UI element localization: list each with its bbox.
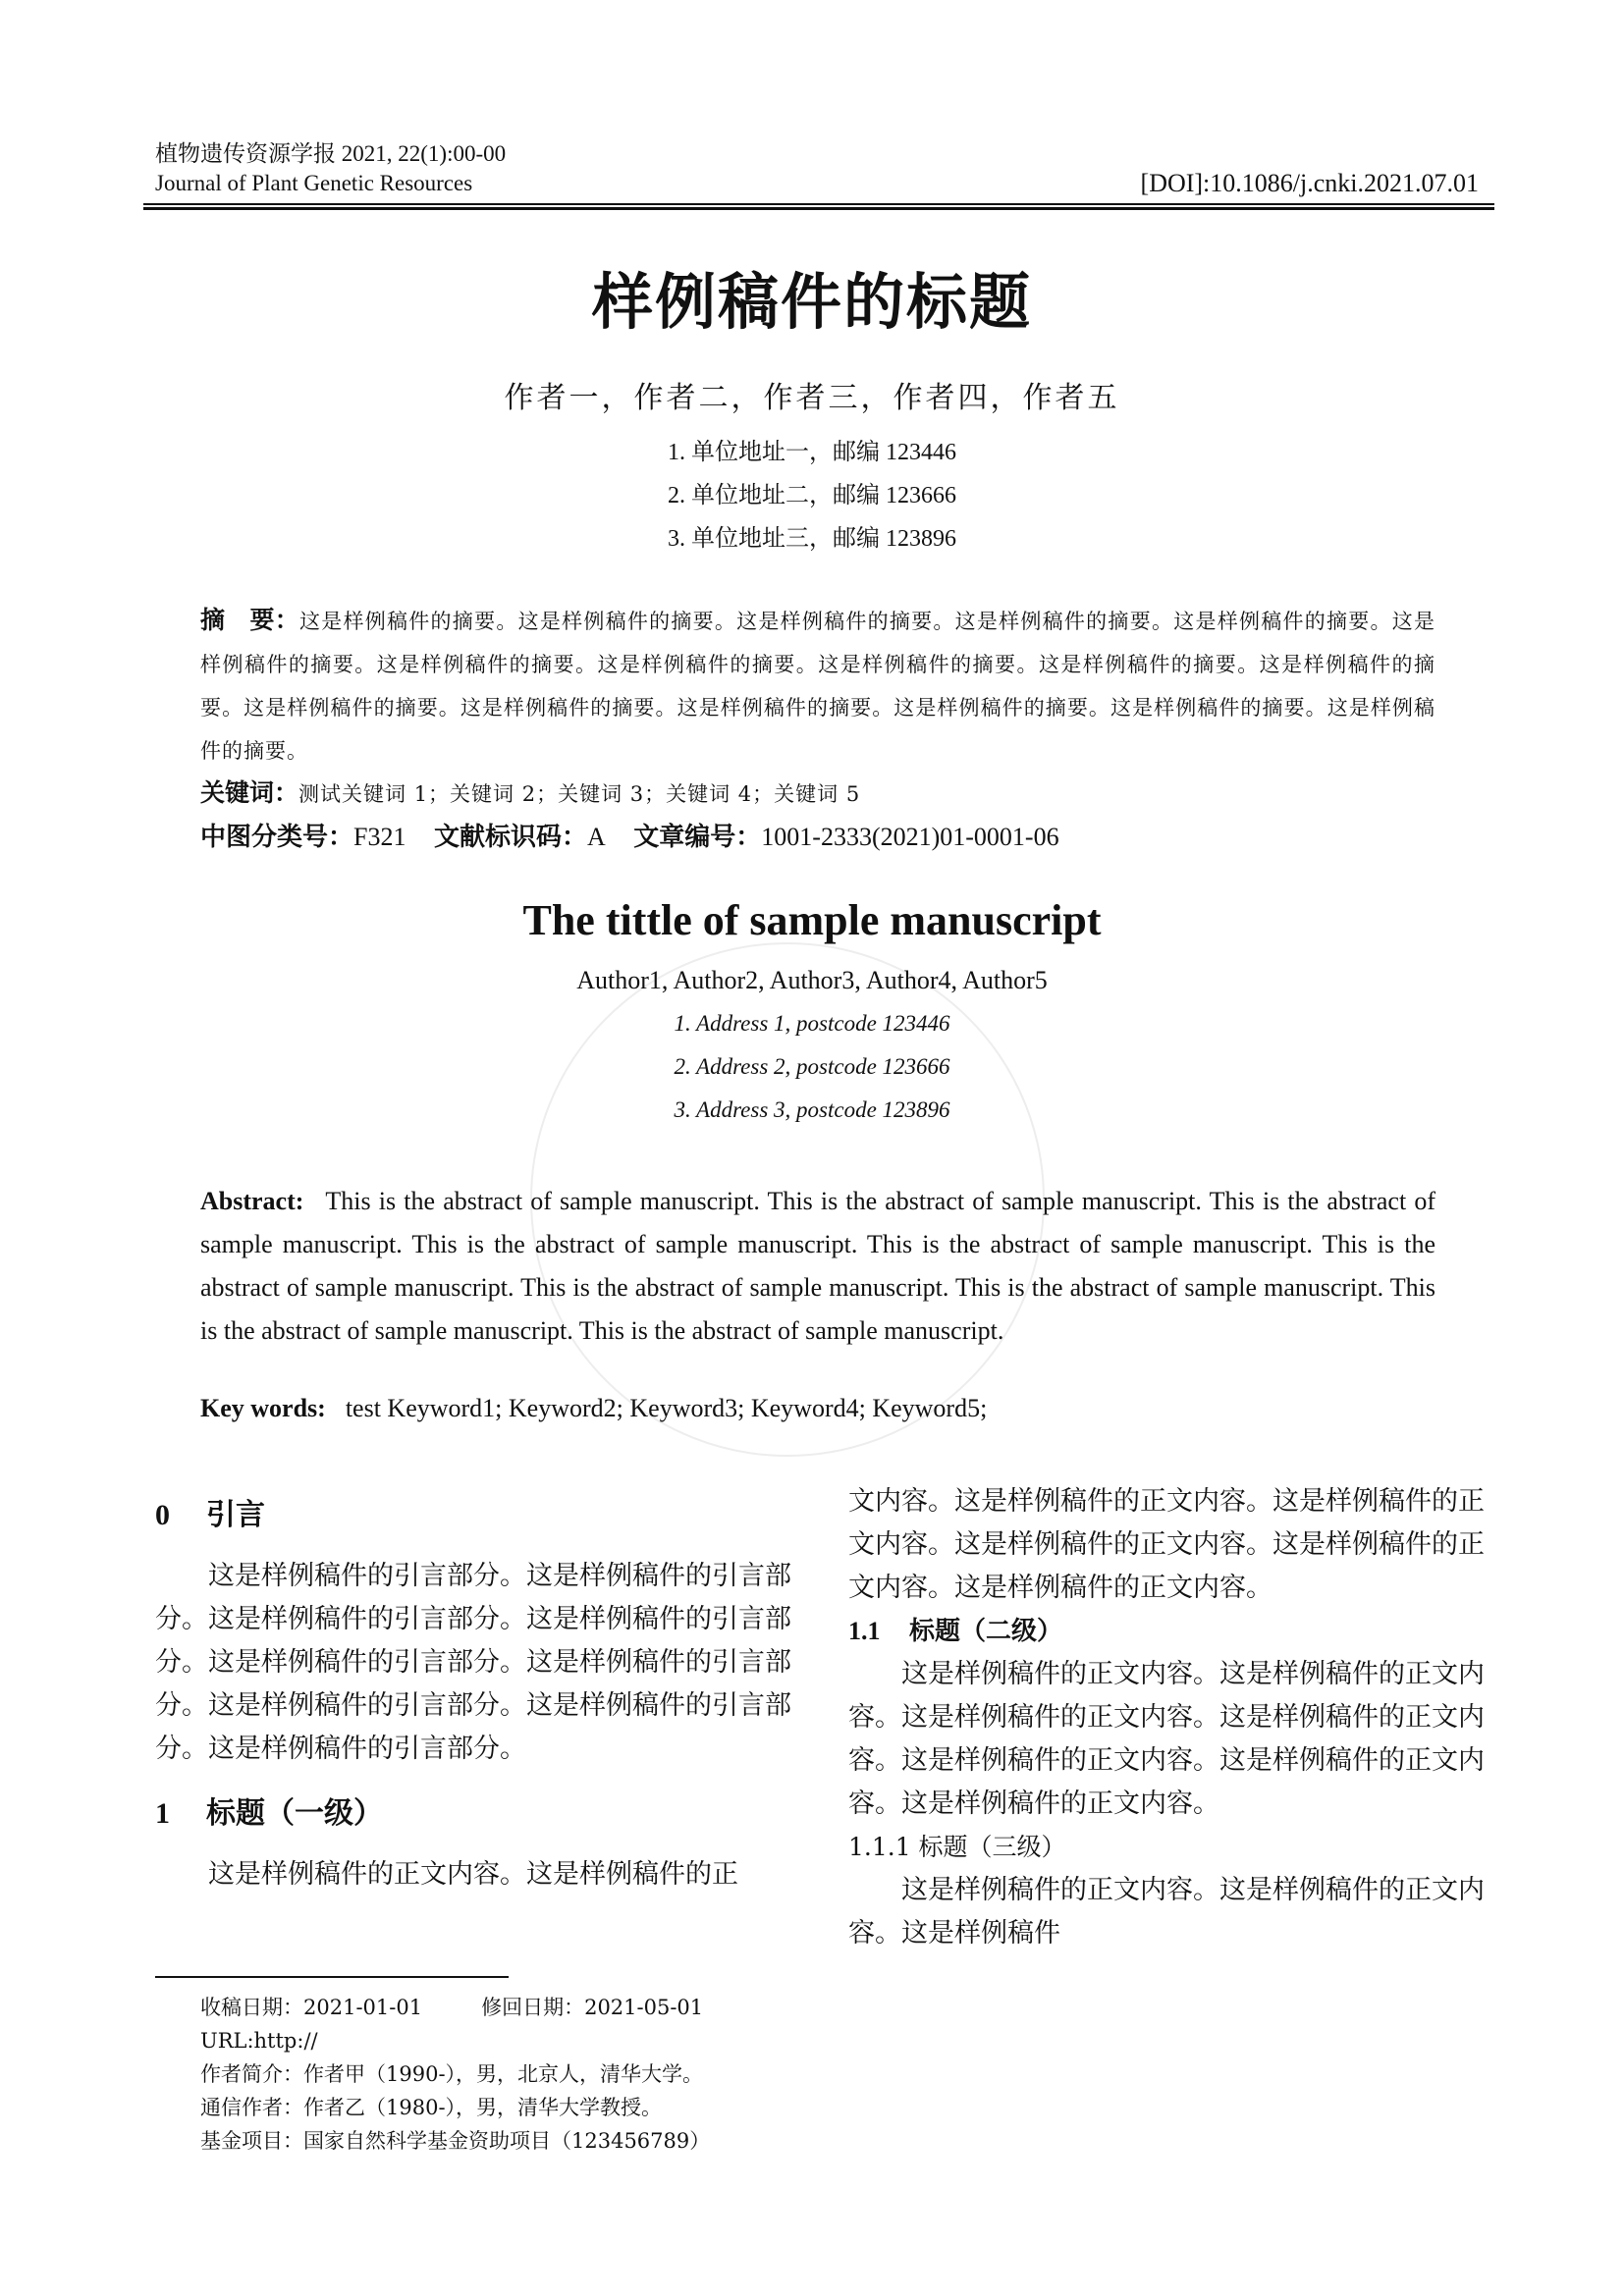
clc-label: 中图分类号：: [200, 823, 354, 852]
affiliation-en-3: 3. Address 3, postcode 123896: [674, 1097, 950, 1122]
abstract-en: [200, 1180, 1435, 1353]
affiliation-1: 1. 单位地址一，邮编 123446: [668, 440, 956, 465]
keywords-cn-label: 关键词：: [200, 778, 299, 807]
abstract-cn-label: 摘 要：: [200, 606, 300, 634]
author-list-en: Author1, Author2, Author3, Author4, Author5: [576, 966, 1048, 994]
doc-code-value: A: [587, 823, 606, 851]
section-1-paragraph: 这是样例稿件的正文内容。这是样例稿件的正: [208, 1859, 738, 1890]
subsection-1-1-paragraph: 这是样例稿件的正文内容。这是样例稿件的正文内容。这是样例稿件的正文内容。这是样例稿件的正文内容。这是样例稿件的正文内容。这是样例稿件的正文内容。这是样例稿件的正文内容。: [848, 1659, 1485, 1819]
keywords-cn: [200, 774, 1435, 809]
affiliation-en-2: 2. Address 2, postcode 123666: [674, 1054, 950, 1079]
journal-name-en: Journal of Plant Genetic Resources: [155, 171, 473, 195]
footnote-fund: 基金项目：国家自然科学基金资助项目（123456789）: [200, 2129, 711, 2153]
classification-line: [200, 817, 1435, 853]
affiliation-en-1: 1. Address 1, postcode 123446: [674, 1011, 950, 1036]
section-number-1: 1: [155, 1797, 170, 1830]
header-rule: [143, 203, 1494, 205]
section-title-0: 引言: [206, 1498, 265, 1532]
received-date: 收稿日期：2021-01-01: [200, 1996, 423, 2019]
header-rule-thick: [143, 207, 1494, 210]
affiliation-3: 3. 单位地址三，邮编 123896: [668, 526, 956, 552]
clc-value: F321: [353, 823, 406, 851]
author-list: 作者一，作者二，作者三，作者四，作者五: [504, 381, 1120, 415]
subsubsection-heading-1-1-1: 1.1.1 标题（三级）: [848, 1833, 1066, 1861]
journal-name-cn: 植物遗传资源学报 2021, 22(1):00-00: [155, 141, 507, 166]
continued-paragraph: 文内容。这是样例稿件的正文内容。这是样例稿件的正文内容。这是样例稿件的正文内容。这是样例稿件的正文内容。这是样例稿件的正文内容。: [848, 1486, 1485, 1603]
section-heading-0: [155, 1494, 791, 1537]
affiliation-2: 2. 单位地址二，邮编 123666: [668, 483, 956, 508]
footnote-corresponding: 通信作者：作者乙（1980-），男，清华大学教授。: [200, 2096, 663, 2119]
keywords-en-text: test Keyword1; Keyword2; Keyword3; Keyword4; Keyword5;: [345, 1394, 988, 1422]
doc-code-label: 文献标识码：: [433, 823, 587, 852]
article-number-value: 1001-2333(2021)01-0001-06: [761, 823, 1059, 851]
abstract-cn-text: 这是样例稿件的摘要。这是样例稿件的摘要。这是样例稿件的摘要。这是样例稿件的摘要。这是样例稿件的摘要。这是样例稿件的摘要。这是样例稿件的摘要。这是样例稿件的摘要。这是样例稿件的摘要。这是样例稿件的摘要。这是样例稿件的摘要。这是样例稿件的摘要。这是样例稿件的摘要。这是样例稿件的摘要。这是样例稿件的摘要。这是样例稿件的摘要。这是样例稿件的摘要。: [200, 610, 1435, 763]
abstract-cn: [200, 599, 1435, 773]
subsection-heading-1-1: [848, 1610, 1485, 1653]
abstract-en-label: Abstract:: [200, 1187, 304, 1215]
keywords-cn-text: 测试关键词 1；关键词 2；关键词 3；关键词 4；关键词 5: [298, 782, 861, 806]
paper-title: 样例稿件的标题: [591, 266, 1032, 338]
intro-paragraph: 这是样例稿件的引言部分。这是样例稿件的引言部分。这是样例稿件的引言部分。这是样例稿件的引言部分。这是样例稿件的引言部分。这是样例稿件的引言部分。这是样例稿件的引言部分。这是样例稿件的引言部分。这是样例稿件的引言部分。: [155, 1561, 791, 1764]
section-title-1: 标题（一级）: [206, 1796, 383, 1831]
footnote-rule: [155, 1976, 509, 1978]
subsection-title-1-1: 标题（二级）: [909, 1617, 1063, 1646]
footnote-url: URL:http://: [200, 2029, 318, 2053]
section-number-0: 0: [155, 1499, 170, 1531]
section-heading-1: [155, 1792, 791, 1836]
body-column-right: [848, 1480, 1485, 1955]
footnote-author-bio: 作者简介：作者甲（1990-），男，北京人，清华大学。: [200, 2062, 704, 2086]
keywords-en-label: Key words:: [200, 1394, 326, 1422]
subsubsection-1-1-1-paragraph: 这是样例稿件的正文内容。这是样例稿件的正文内容。这是样例稿件: [848, 1875, 1485, 1949]
abstract-en-text: This is the abstract of sample manuscript. This is the abstract of sample manuscript. This is the abstract of sample manuscript. This is the abstract of sample manuscript. This is the abstract of sample manuscript. This is the abstract of sample manuscript. This is the abstract of sample manuscript. This is the abstract of sample manuscript. This is the abstract of sample manuscript. This is the abstract of sample manuscript.: [200, 1187, 1435, 1345]
body-column-left: [155, 1480, 791, 1896]
keywords-en: [200, 1394, 1435, 1423]
subsection-number-1-1: 1.1: [848, 1617, 881, 1645]
footnote-dates: [200, 1991, 710, 2024]
revised-date: 修回日期：2021-05-01: [481, 1996, 704, 2019]
doi: [DOI]:10.1086/j.cnki.2021.07.01: [1140, 169, 1479, 197]
paper-title-en: The tittle of sample manuscript: [522, 896, 1102, 944]
footnotes: [200, 1991, 710, 2158]
article-number-label: 文章编号：: [633, 823, 762, 852]
